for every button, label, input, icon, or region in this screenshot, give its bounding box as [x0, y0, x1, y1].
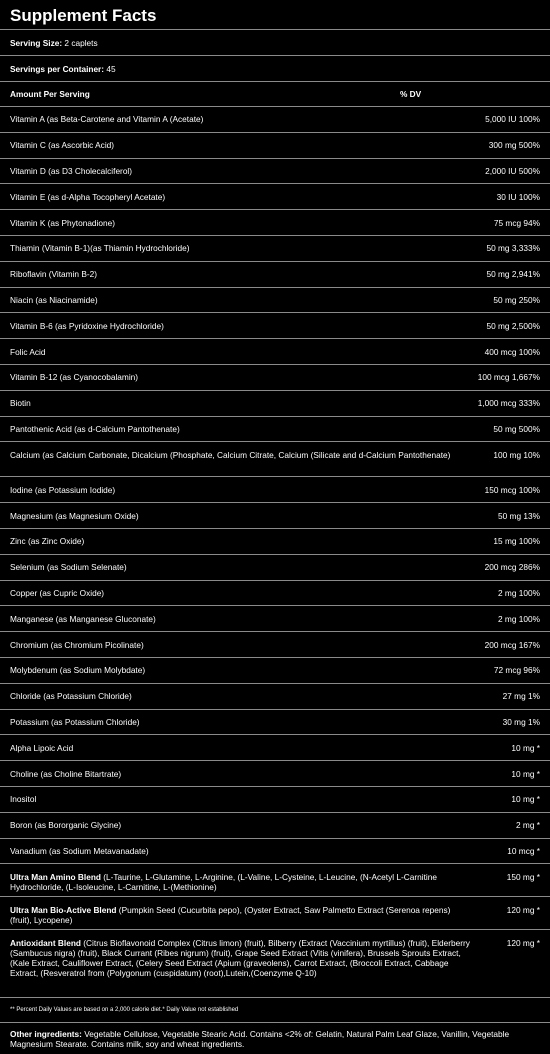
- nutrient-row: [0, 391, 550, 417]
- nutrient-name: Inositol: [10, 794, 37, 805]
- servings-per-container-label: Servings per Container:: [10, 63, 105, 74]
- nutrient-row: [0, 339, 550, 365]
- nutrient-row: [0, 210, 550, 236]
- nutrient-amount: 72 mcg 96%: [493, 665, 540, 676]
- nutrient-row: [0, 606, 550, 632]
- nutrient-name: Vitamin B-6 (as Pyridoxine Hydrochloride): [10, 320, 164, 331]
- nutrient-name: Calcium (as Calcium Carbonate, Dicalcium (Phosphate, Calcium Citrate, Calcium (Silicate and d-Calcium Pantothenate): [10, 450, 451, 461]
- nutrient-name: Vitamin A (as Beta-Carotene and Vitamin A (Acetate): [10, 114, 204, 125]
- nutrient-amount: 30 mg 1%: [502, 716, 540, 727]
- nutrient-amount: 50 mg 3,333%: [486, 243, 540, 254]
- nutrient-amount: 5,000 IU 100%: [485, 114, 540, 125]
- nutrient-list: [0, 107, 550, 864]
- nutrient-row: [0, 529, 550, 555]
- nutrient-row: [0, 133, 550, 159]
- blend-amount: 120 mg *: [506, 905, 540, 916]
- nutrient-amount: 100 mcg 1,667%: [477, 372, 540, 383]
- blend-list: [0, 864, 550, 998]
- nutrient-row: [0, 184, 550, 210]
- blend-row: [0, 930, 550, 998]
- nutrient-amount: 27 mg 1%: [502, 691, 540, 702]
- nutrient-row: [0, 710, 550, 736]
- nutrient-amount: 400 mcg 100%: [484, 346, 540, 357]
- amount-per-serving-header: Amount Per Serving: [10, 89, 90, 99]
- nutrient-amount: 300 mg 500%: [488, 140, 540, 151]
- blend-description: [10, 872, 507, 892]
- nutrient-name: Folic Acid: [10, 346, 46, 357]
- dv-header: % DV: [400, 89, 422, 99]
- nutrient-row: [0, 365, 550, 391]
- nutrient-name: Boron (as Bororganic Glycine): [10, 820, 122, 831]
- blend-description: [10, 938, 507, 978]
- nutrient-name: Selenium (as Sodium Selenate): [10, 562, 127, 573]
- blend-amount: 120 mg *: [506, 938, 540, 949]
- nutrient-row: [0, 262, 550, 288]
- nutrient-amount: 75 mcg 94%: [493, 217, 540, 228]
- nutrient-name: Zinc (as Zinc Oxide): [10, 536, 85, 547]
- nutrient-amount: 200 mcg 167%: [484, 639, 540, 650]
- blend-amount: 150 mg *: [506, 872, 540, 883]
- other-ingredients-label: Other ingredients:: [10, 1029, 82, 1040]
- nutrient-row: [0, 236, 550, 262]
- blend-name: Antioxidant Blend: [10, 938, 81, 949]
- nutrient-name: Niacin (as Niacinamide): [10, 294, 98, 305]
- nutrient-name: Copper (as Cupric Oxide): [10, 587, 105, 598]
- blend-row: [0, 897, 550, 930]
- nutrient-amount: 200 mcg 286%: [484, 562, 540, 573]
- nutrient-name: Vitamin C (as Ascorbic Acid): [10, 140, 115, 151]
- nutrient-name: Vanadium (as Sodium Metavanadate): [10, 845, 149, 856]
- serving-size-value: 2 caplets: [64, 37, 98, 48]
- serving-size-label: Serving Size:: [10, 37, 63, 48]
- nutrient-amount: 50 mg 2,941%: [486, 269, 540, 280]
- nutrient-name: Alpha Lipoic Acid: [10, 742, 74, 753]
- nutrient-amount: 150 mcg 100%: [484, 484, 540, 495]
- blend-ingredients: (Pumpkin Seed (Cucurbita pepo), (Oyster Extract, Saw Palmetto Extract (Serenoa repens) (fruit), Lycopene): [10, 905, 451, 926]
- nutrient-name: Chromium (as Chromium Picolinate): [10, 639, 144, 650]
- nutrient-row: [0, 632, 550, 658]
- blend-name: Ultra Man Amino Blend: [10, 872, 101, 883]
- nutrient-amount: 10 mg *: [511, 768, 540, 779]
- nutrient-row: [0, 442, 550, 477]
- nutrient-row: [0, 417, 550, 443]
- nutrient-name: Riboflavin (Vitamin B-2): [10, 269, 97, 280]
- nutrient-row: [0, 503, 550, 529]
- nutrient-row: [0, 581, 550, 607]
- nutrient-amount: 15 mg 100%: [493, 536, 540, 547]
- nutrient-row: [0, 813, 550, 839]
- blend-row: [0, 864, 550, 897]
- serving-size-row: [0, 30, 550, 56]
- nutrient-name: Manganese (as Manganese Gluconate): [10, 613, 156, 624]
- nutrient-amount: 2 mg 100%: [498, 587, 540, 598]
- nutrient-row: [0, 107, 550, 133]
- nutrient-name: Biotin: [10, 398, 31, 409]
- nutrient-amount: 100 mg 10%: [493, 450, 540, 461]
- nutrient-row: [0, 761, 550, 787]
- nutrient-amount: 50 mg 2,500%: [486, 320, 540, 331]
- nutrient-amount: 10 mg *: [511, 794, 540, 805]
- nutrient-name: Magnesium (as Magnesium Oxide): [10, 510, 139, 521]
- nutrient-amount: 2 mg 100%: [498, 613, 540, 624]
- nutrient-name: Vitamin D (as D3 Cholecalciferol): [10, 165, 133, 176]
- other-ingredients: [0, 1023, 550, 1049]
- nutrient-amount: 2 mg *: [516, 820, 540, 831]
- nutrient-name: Vitamin E (as d-Alpha Tocopheryl Acetate): [10, 191, 166, 202]
- servings-per-container-value: 45: [106, 63, 116, 74]
- nutrient-name: Molybdenum (as Sodium Molybdate): [10, 665, 146, 676]
- blend-description: [10, 905, 507, 925]
- nutrient-name: Vitamin K (as Phytonadione): [10, 217, 115, 228]
- blend-name: Ultra Man Bio-Active Blend: [10, 905, 117, 916]
- nutrient-amount: 30 IU 100%: [496, 191, 540, 202]
- blend-ingredients: (L-Taurine, L-Glutamine, L-Arginine, (L-Valine, L-Cysteine, L-Leucine, (N-Acetyl L-Carnitine Hydrochloride, (L-Isoleucine, L-Carnitine, L-(Methionine): [10, 872, 437, 893]
- nutrient-name: Choline (as Choline Bitartrate): [10, 768, 122, 779]
- nutrient-row: [0, 159, 550, 185]
- nutrient-row: [0, 735, 550, 761]
- nutrient-name: Potassium (as Potassium Chloride): [10, 716, 140, 727]
- nutrient-amount: 50 mg 500%: [493, 423, 540, 434]
- nutrient-name: Vitamin B-12 (as Cyanocobalamin): [10, 372, 139, 383]
- nutrient-name: Iodine (as Potassium Iodide): [10, 484, 116, 495]
- nutrient-amount: 2,000 IU 500%: [485, 165, 540, 176]
- nutrient-row: [0, 684, 550, 710]
- column-header-row: [0, 82, 550, 107]
- panel-title: Supplement Facts: [0, 0, 550, 30]
- nutrient-row: [0, 658, 550, 684]
- nutrient-row: [0, 288, 550, 314]
- servings-per-container-row: [0, 56, 550, 82]
- footnote: ** Percent Daily Values are based on a 2,000 calorie diet.* Daily Value not established: [0, 998, 550, 1023]
- nutrient-row: [0, 555, 550, 581]
- nutrient-row: [0, 477, 550, 503]
- nutrient-amount: 50 mg 250%: [493, 294, 540, 305]
- nutrient-amount: 50 mg 13%: [498, 510, 540, 521]
- other-ingredients-text: Vegetable Cellulose, Vegetable Stearic Acid. Contains <2% of: Gelatin, Natural Palm Leaf Glaze, Vanillin, Vegetable Magnesium Stearate. Contains milk, soy and wheat ingredients.: [10, 1029, 510, 1050]
- nutrient-amount: 10 mg *: [511, 742, 540, 753]
- nutrient-row: [0, 839, 550, 865]
- nutrient-row: [0, 787, 550, 813]
- nutrient-name: Thiamin (Vitamin B-1)(as Thiamin Hydrochloride): [10, 243, 190, 254]
- nutrient-amount: 1,000 mcg 333%: [477, 398, 540, 409]
- nutrient-name: Pantothenic Acid (as d-Calcium Pantothenate): [10, 423, 180, 434]
- blend-ingredients: (Citrus Bioflavonoid Complex (Citrus limon) (fruit), Bilberry (Extract (Vaccinium myrtillus) (fruit), Elderberry (Sambucus nigra) (fruit), Black Currant (Ribes nigrum) (fruit), Grape Seed Extract (Vitis (vinifera), Brussels Sprouts Extract, (Kale Extract, Cauliflower Extract, (Celery Seed Extract (Apium (graveolens), Carrot Extract, (Broccoli Extract, Cabbage Extract, (Resveratrol from (Polygonum (cuspidatum) (root),Lutein,(Coenzyme Q-10): [10, 938, 470, 979]
- nutrient-amount: 10 mcg *: [507, 845, 540, 856]
- nutrient-row: [0, 313, 550, 339]
- nutrient-name: Chloride (as Potassium Chloride): [10, 691, 132, 702]
